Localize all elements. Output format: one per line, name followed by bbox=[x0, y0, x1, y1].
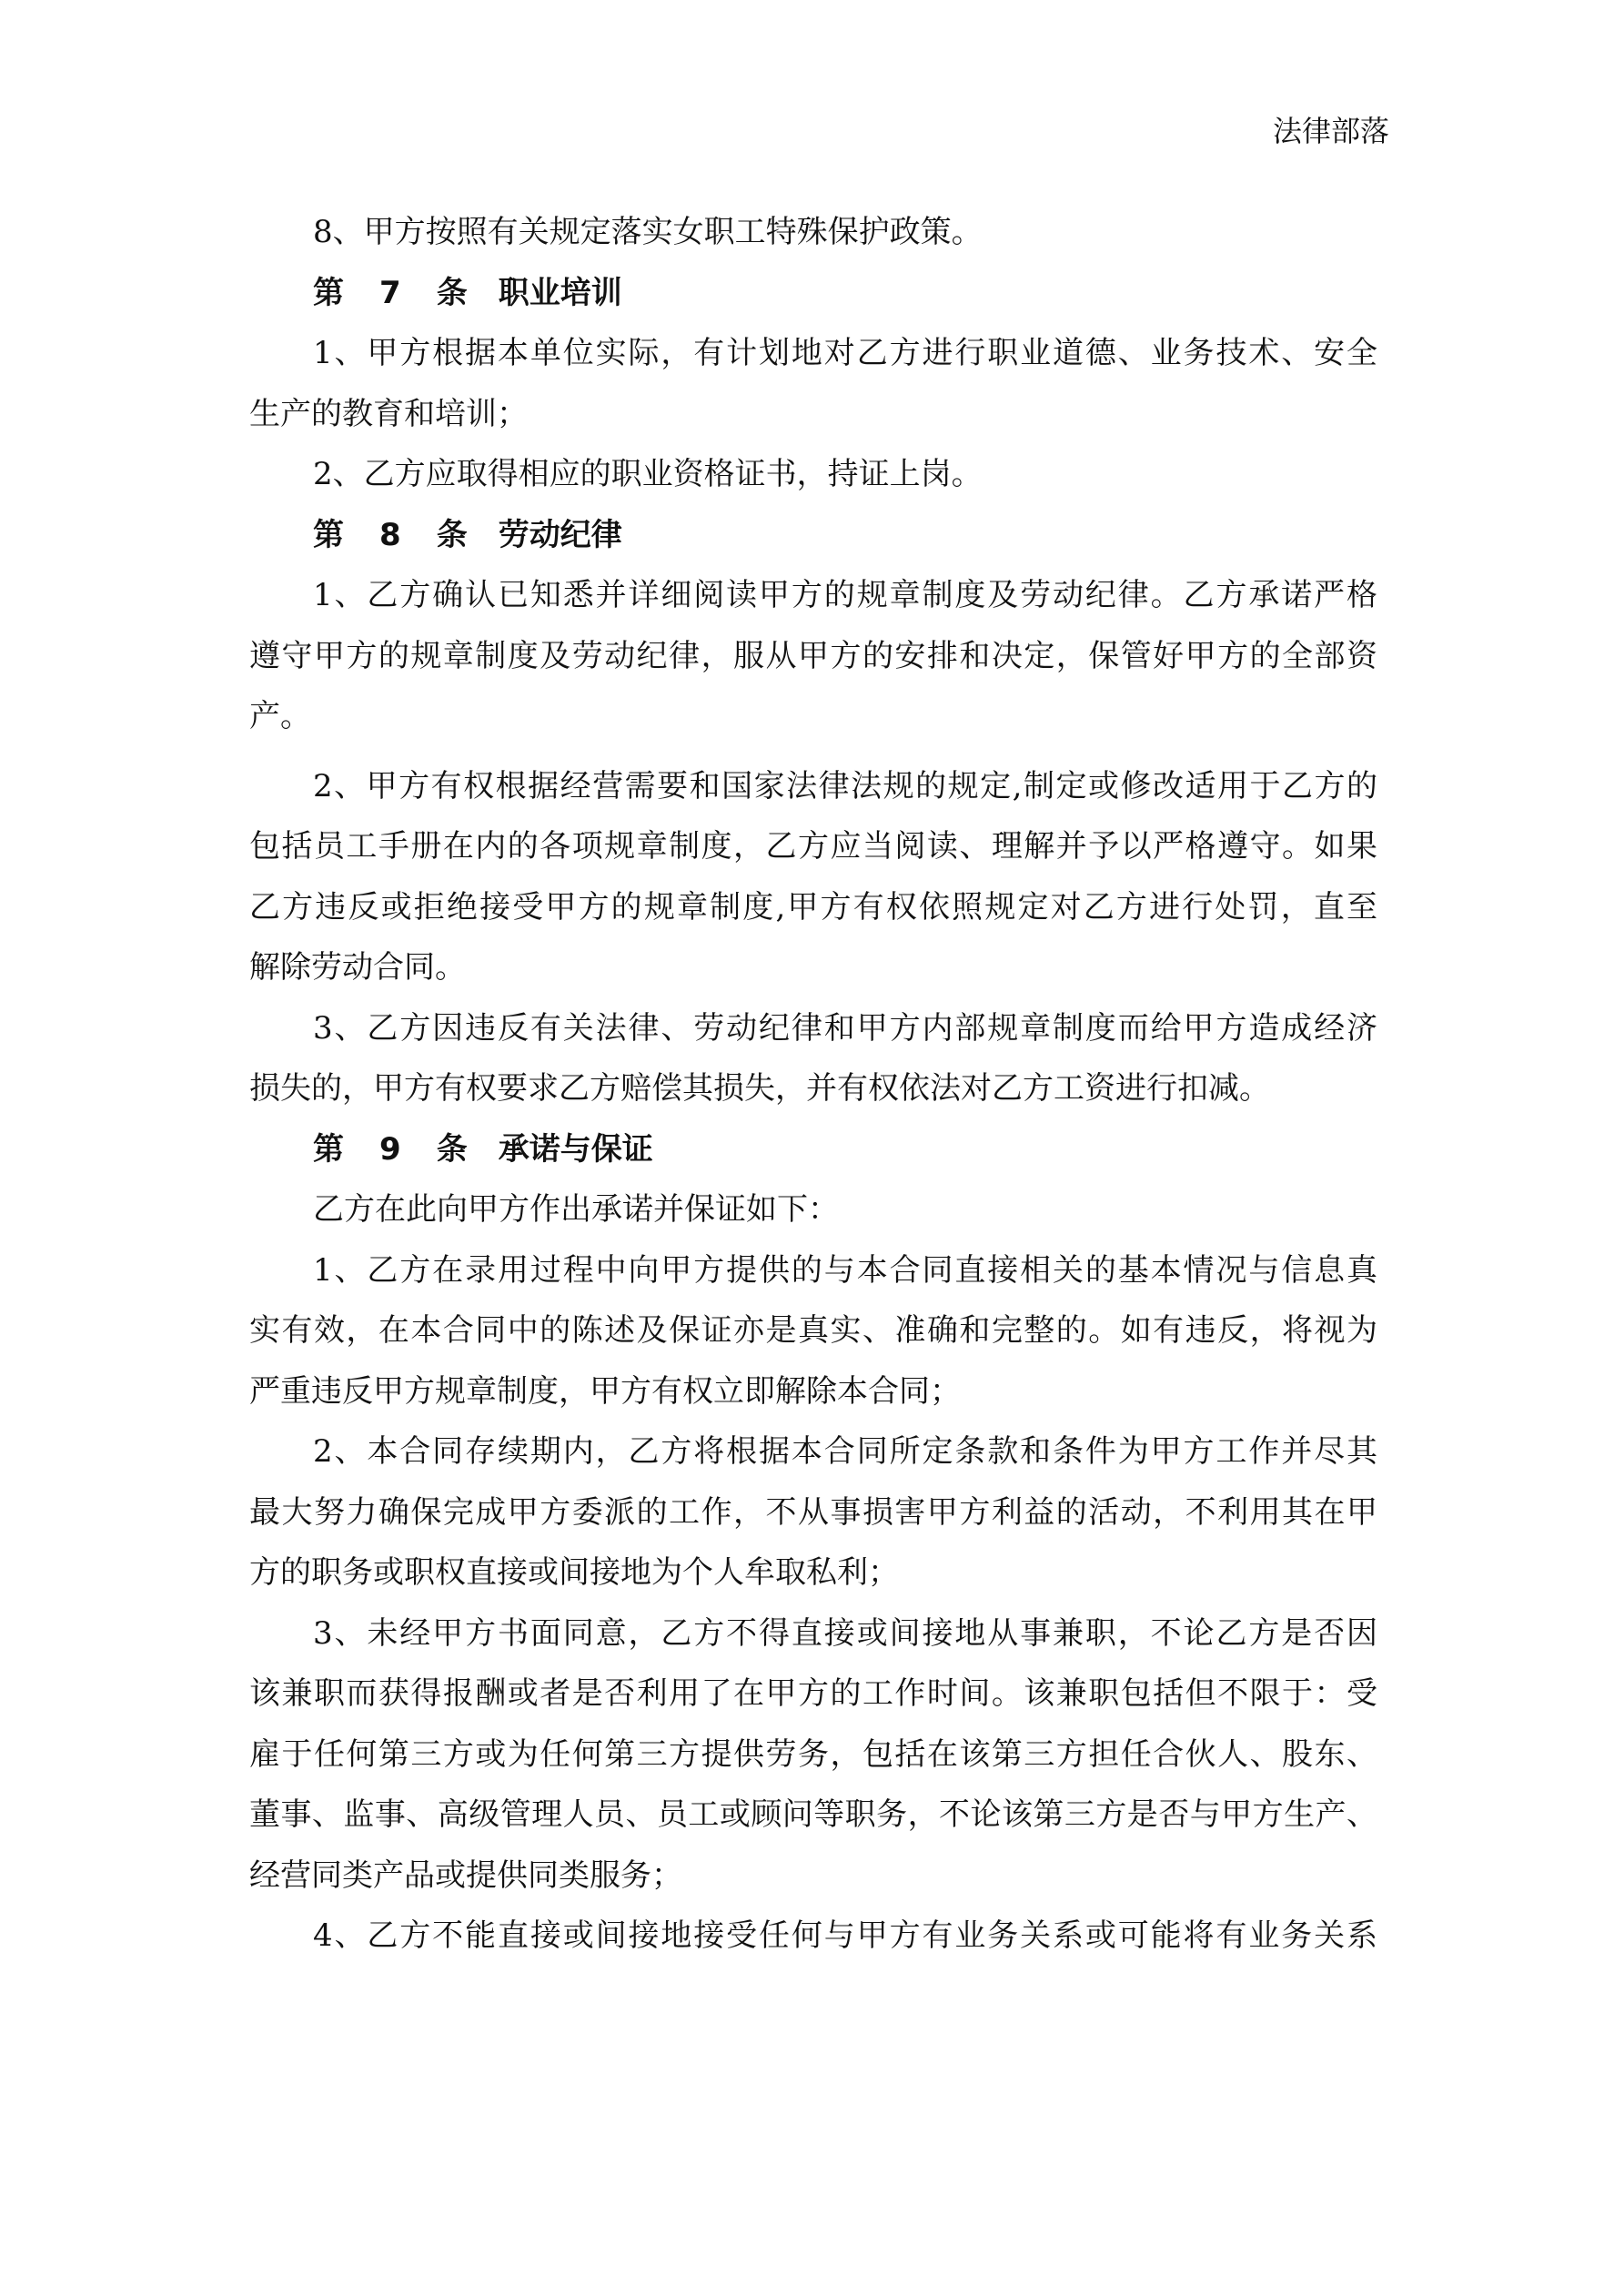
text-line: 1、乙方在录用过程中向甲方提供的与本合同直接相关的基本情况与信息真 bbox=[313, 1251, 1377, 1289]
text-line: 经营同类产品或提供同类服务； bbox=[249, 1856, 682, 1894]
text-line: 1、乙方确认已知悉并详细阅读甲方的规章制度及劳动纪律。乙方承诺严格 bbox=[313, 577, 1377, 613]
text-line: 2、乙方应取得相应的职业资格证书，持证上岗。 bbox=[313, 456, 983, 492]
text-line: 乙方违反或拒绝接受甲方的规章制度,甲方有权依照规定对乙方进行处罚，直至 bbox=[249, 888, 1377, 925]
text-line: 1、甲方根据本单位实际，有计划地对乙方进行职业道德、业务技术、安全 bbox=[313, 335, 1377, 371]
article-heading: 第 9 条 承诺与保证 bbox=[313, 1130, 653, 1168]
document-body bbox=[249, 202, 1377, 1967]
text-line: 最大努力确保完成甲方委派的工作，不从事损害甲方利益的活动，不利用其在甲 bbox=[249, 1493, 1377, 1531]
text-line: 3、乙方因违反有关法律、劳动纪律和甲方内部规章制度而给甲方造成经济 bbox=[313, 1009, 1377, 1047]
page-header-source: 法律部落 bbox=[1272, 114, 1389, 148]
text-line: 2、甲方有权根据经营需要和国家法律法规的规定,制定或修改适用于乙方的 bbox=[313, 767, 1377, 804]
text-line: 实有效，在本合同中的陈述及保证亦是真实、准确和完整的。如有违反，将视为 bbox=[249, 1312, 1377, 1349]
text-line: 产。 bbox=[249, 698, 311, 734]
text-line: 严重违反甲方规章制度，甲方有权立即解除本合同； bbox=[249, 1372, 961, 1410]
text-line: 8、甲方按照有关规定落实女职工特殊保护政策。 bbox=[313, 214, 983, 250]
text-line: 3、未经甲方书面同意，乙方不得直接或间接地从事兼职，不论乙方是否因 bbox=[313, 1614, 1377, 1652]
text-line: 解除劳动合同。 bbox=[249, 949, 466, 986]
text-line: 生产的教育和培训； bbox=[249, 395, 528, 432]
paragraph-spacer bbox=[249, 747, 1377, 756]
text-line: 包括员工手册在内的各项规章制度，乙方应当阅读、理解并予以严格遵守。如果 bbox=[249, 828, 1377, 865]
text-line: 损失的，甲方有权要求乙方赔偿其损失，并有权依法对乙方工资进行扣减。 bbox=[249, 1070, 1270, 1107]
text-line: 4、乙方不能直接或间接地接受任何与甲方有业务关系或可能将有业务关系 bbox=[313, 1917, 1377, 1954]
text-line: 乙方在此向甲方作出承诺并保证如下： bbox=[313, 1191, 839, 1228]
article-heading: 第 8 条 劳动纪律 bbox=[313, 516, 622, 553]
text-line: 该兼职而获得报酬或者是否利用了在甲方的工作时间。该兼职包括但不限于：受 bbox=[249, 1675, 1377, 1712]
text-line: 2、本合同存续期内，乙方将根据本合同所定条款和条件为甲方工作并尽其 bbox=[313, 1433, 1377, 1470]
article-heading: 第 7 条 职业培训 bbox=[313, 274, 622, 311]
text-line: 遵守甲方的规章制度及劳动纪律，服从甲方的安排和决定，保管好甲方的全部资 bbox=[249, 637, 1377, 674]
text-line: 董事、监事、高级管理人员、员工或顾问等职务，不论该第三方是否与甲方生产、 bbox=[249, 1796, 1377, 1833]
text-line: 方的职务或职权直接或间接地为个人牟取私利； bbox=[249, 1554, 899, 1591]
text-line: 雇于任何第三方或为任何第三方提供劳务，包括在该第三方担任合伙人、股东、 bbox=[249, 1735, 1377, 1773]
